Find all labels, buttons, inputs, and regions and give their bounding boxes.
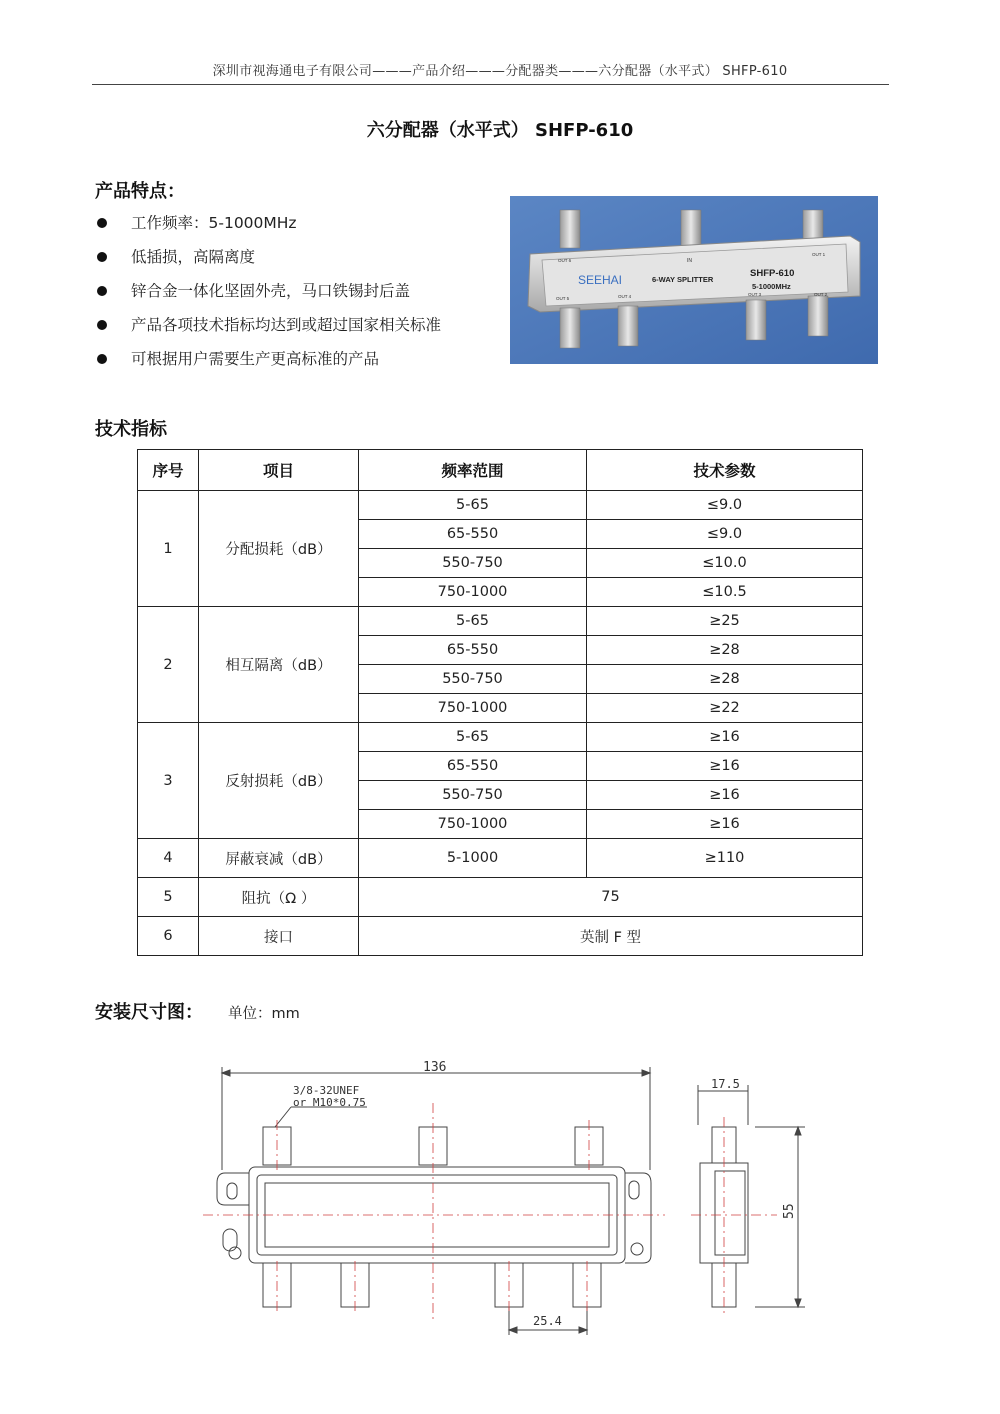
row-value: 75 xyxy=(359,878,863,917)
photo-in-label: IN xyxy=(687,258,692,264)
row-item: 屏蔽衰减（dB） xyxy=(199,839,359,878)
thread-spec: 3/8-32UNEF xyxy=(293,1084,360,1097)
row-no: 3 xyxy=(138,723,199,839)
row-item: 接口 xyxy=(199,917,359,956)
feature-text: 产品各项技术指标均达到或超过国家相关标准 xyxy=(131,316,442,334)
row-range: 5-65 xyxy=(359,607,587,636)
row-range: 65-550 xyxy=(359,520,587,549)
header-divider xyxy=(92,84,889,85)
bullet-icon xyxy=(97,252,107,262)
row-no: 1 xyxy=(138,491,199,607)
feature-item xyxy=(95,342,441,376)
row-range: 5-65 xyxy=(359,723,587,752)
photo-frequency: 5-1000MHz xyxy=(752,282,791,291)
feature-text: 低插损，高隔离度 xyxy=(131,248,256,266)
table-row xyxy=(138,839,863,878)
row-range: 65-550 xyxy=(359,636,587,665)
row-range: 5-1000 xyxy=(359,839,587,878)
row-range: 5-65 xyxy=(359,491,587,520)
dimensions-unit: 单位：mm xyxy=(228,1006,300,1022)
photo-model: SHFP-610 xyxy=(750,268,795,279)
features-heading: 产品特点： xyxy=(95,181,185,202)
row-range: 550-750 xyxy=(359,665,587,694)
row-item: 相互隔离（dB） xyxy=(199,607,359,723)
row-no: 5 xyxy=(138,878,199,917)
page-header: 深圳市视海通电子有限公司———产品介绍———分配器类———六分配器（水平式） SHFP-610 xyxy=(212,64,788,79)
feature-item xyxy=(95,274,441,308)
table-row xyxy=(138,917,863,956)
row-value: ≥22 xyxy=(587,694,863,723)
row-range: 750-1000 xyxy=(359,578,587,607)
row-item: 分配损耗（dB） xyxy=(199,491,359,607)
document-title: 六分配器（水平式） SHFP-610 xyxy=(366,120,634,141)
row-value: ≤9.0 xyxy=(587,520,863,549)
spec-table xyxy=(137,449,863,956)
photo-out5-label: OUT 5 xyxy=(556,296,570,301)
row-value: ≤10.0 xyxy=(587,549,863,578)
product-photo xyxy=(510,196,878,364)
header-item: 项目 xyxy=(199,450,359,491)
feature-text: 可根据用户需要生产更高标准的产品 xyxy=(131,350,380,368)
table-header-row xyxy=(138,450,863,491)
row-value: ≤10.5 xyxy=(587,578,863,607)
row-value: ≥25 xyxy=(587,607,863,636)
table-row xyxy=(138,607,863,636)
feature-text: 锌合金一体化坚固外壳，马口铁锡封后盖 xyxy=(131,282,411,300)
row-range: 750-1000 xyxy=(359,694,587,723)
row-range: 550-750 xyxy=(359,781,587,810)
length-dimension: 136 xyxy=(423,1060,447,1075)
specs-heading: 技术指标 xyxy=(95,419,167,440)
bullet-icon xyxy=(97,320,107,330)
photo-label: 6-WAY SPLITTER xyxy=(652,275,714,284)
row-item: 反射损耗（dB） xyxy=(199,723,359,839)
row-item: 阻抗（Ω ） xyxy=(199,878,359,917)
dimension-drawing xyxy=(195,1055,825,1345)
header-param: 技术参数 xyxy=(587,450,863,491)
depth-dimension: 17.5 xyxy=(711,1077,740,1091)
feature-item xyxy=(95,308,441,342)
photo-brand: SEEHAI xyxy=(578,273,623,287)
table-row xyxy=(138,723,863,752)
row-value: ≥28 xyxy=(587,665,863,694)
photo-out3-label: OUT 3 xyxy=(748,292,762,297)
header-range: 频率范围 xyxy=(359,450,587,491)
row-value: ≥16 xyxy=(587,810,863,839)
bullet-icon xyxy=(97,286,107,296)
photo-out2-label: OUT 2 xyxy=(814,292,828,297)
dimensions-heading: 安装尺寸图： xyxy=(95,1002,203,1023)
row-range: 65-550 xyxy=(359,752,587,781)
thread-spec-alt: or M10*0.75 xyxy=(293,1096,366,1109)
photo-out1-label: OUT 1 xyxy=(812,252,826,257)
row-value: ≥28 xyxy=(587,636,863,665)
bullet-icon xyxy=(97,218,107,228)
features-list xyxy=(95,206,441,376)
row-value: ≥16 xyxy=(587,781,863,810)
row-no: 4 xyxy=(138,839,199,878)
bullet-icon xyxy=(97,354,107,364)
photo-out4-label: OUT 4 xyxy=(618,294,632,299)
row-range: 550-750 xyxy=(359,549,587,578)
row-no: 6 xyxy=(138,917,199,956)
height-dimension: 55 xyxy=(782,1203,797,1219)
header-no: 序号 xyxy=(138,450,199,491)
row-value: ≥16 xyxy=(587,723,863,752)
row-value: ≤9.0 xyxy=(587,491,863,520)
row-value: 英制 F 型 xyxy=(359,917,863,956)
photo-out6-label: OUT 6 xyxy=(558,258,572,263)
table-row xyxy=(138,878,863,917)
feature-item xyxy=(95,240,441,274)
table-row xyxy=(138,491,863,520)
feature-text: 工作频率：5-1000MHz xyxy=(131,214,297,232)
row-range: 750-1000 xyxy=(359,810,587,839)
row-no: 2 xyxy=(138,607,199,723)
pitch-dimension: 25.4 xyxy=(533,1314,562,1328)
feature-item xyxy=(95,206,441,240)
row-value: ≥110 xyxy=(587,839,863,878)
row-value: ≥16 xyxy=(587,752,863,781)
